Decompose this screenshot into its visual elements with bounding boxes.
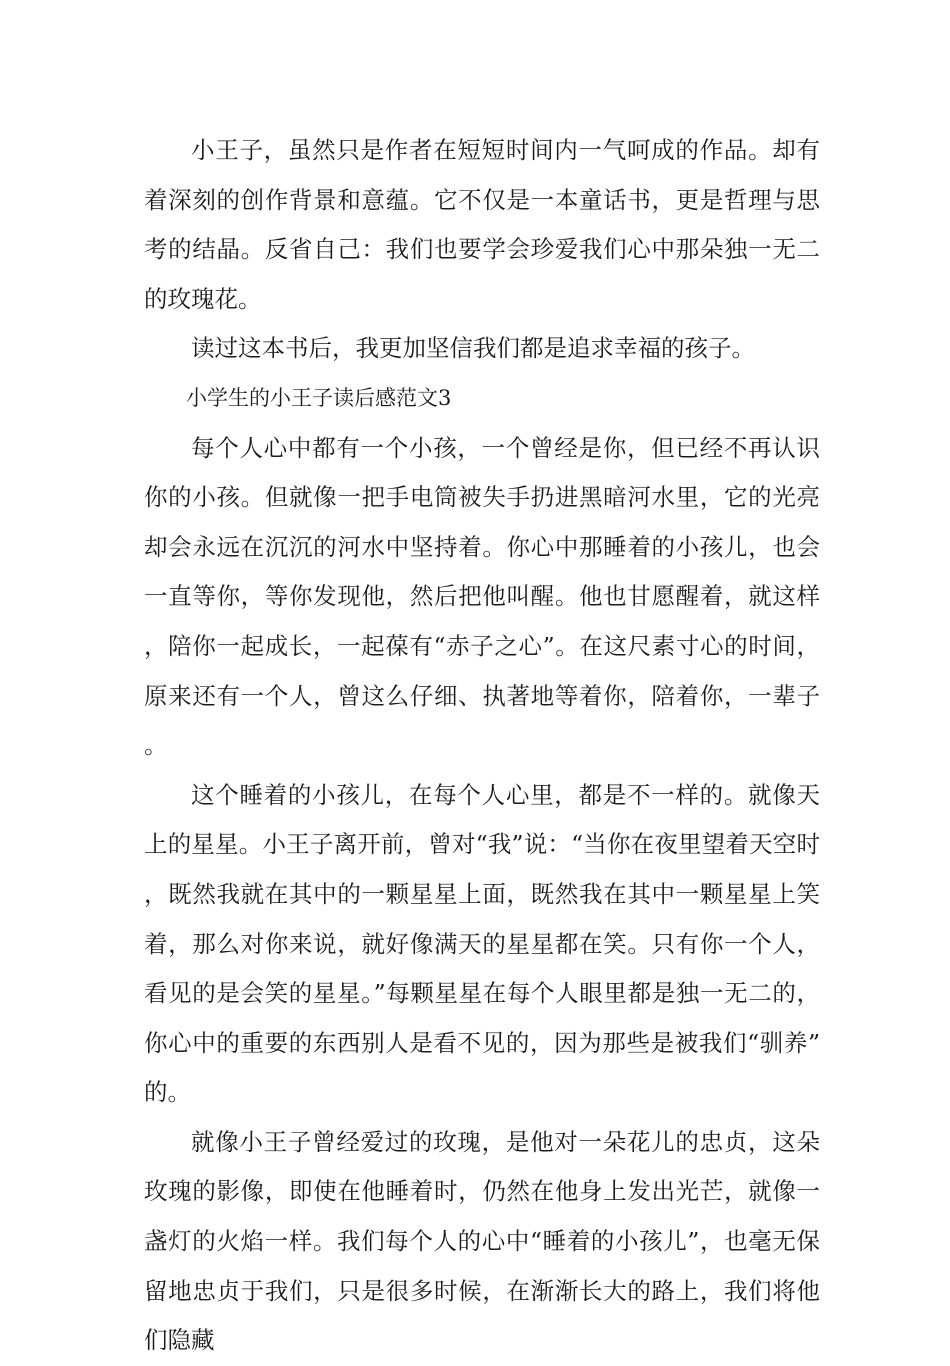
document-body bbox=[144, 126, 820, 1366]
paragraph-intro: 小王子，虽然只是作者在短短时间内一气呵成的作品。却有着深刻的创作背景和意蕴。它不仅是一本童话书，更是哲理与思考的结晶。反省自己：我们也要学会珍爱我们心中那朵独一无二的玫瑰花。 bbox=[144, 136, 820, 313]
section-heading: 小学生的小王子读后感范文3 bbox=[186, 385, 452, 410]
paragraph-rose: 就像小王子曾经爱过的玫瑰，是他对一朵花儿的忠贞，这朵玫瑰的影像，即使在他睡着时，仍然在他身上发出光芒，就像一盏灯的火焰一样。我们每个人的心中“睡着的小孩儿”，也毫无保留地忠贞于我们，只是很多时候，在渐渐长大的路上，我们将他们隐藏 bbox=[144, 1127, 820, 1355]
paragraph-stars: 这个睡着的小孩儿，在每个人心里，都是不一样的。就像天上的星星。小王子离开前，曾对“我”说：“当你在夜里望着天空时，既然我就在其中的一颗星星上面，既然我在其中一颗星星上笑着，那么对你来说，就好像满天的星星都在笑。只有你一个人，看见的是会笑的星星。”每颗星星在每个人眼里都是独一无二的，你心中的重要的东西别人是看不见的，因为那些是被我们“驯养”的。 bbox=[144, 780, 820, 1107]
paragraph-conclusion: 读过这本书后，我更加坚信我们都是追求幸福的孩子。 bbox=[191, 334, 755, 363]
paragraph-child-in-heart: 每个人心中都有一个小孩，一个曾经是你，但已经不再认识你的小孩。但就像一把手电筒被失手扔进黑暗河水里，它的光亮却会永远在沉沉的河水中坚持着。你心中那睡着的小孩儿，也会一直等你，等你发现他，然后把他叫醒。他也甘愿醒着，就这样，陪你一起成长，一起葆有“赤子之心”。在这尺素寸心的时间，原来还有一个人，曾这么仔细、执著地等着你，陪着你，一辈子。 bbox=[144, 433, 820, 760]
